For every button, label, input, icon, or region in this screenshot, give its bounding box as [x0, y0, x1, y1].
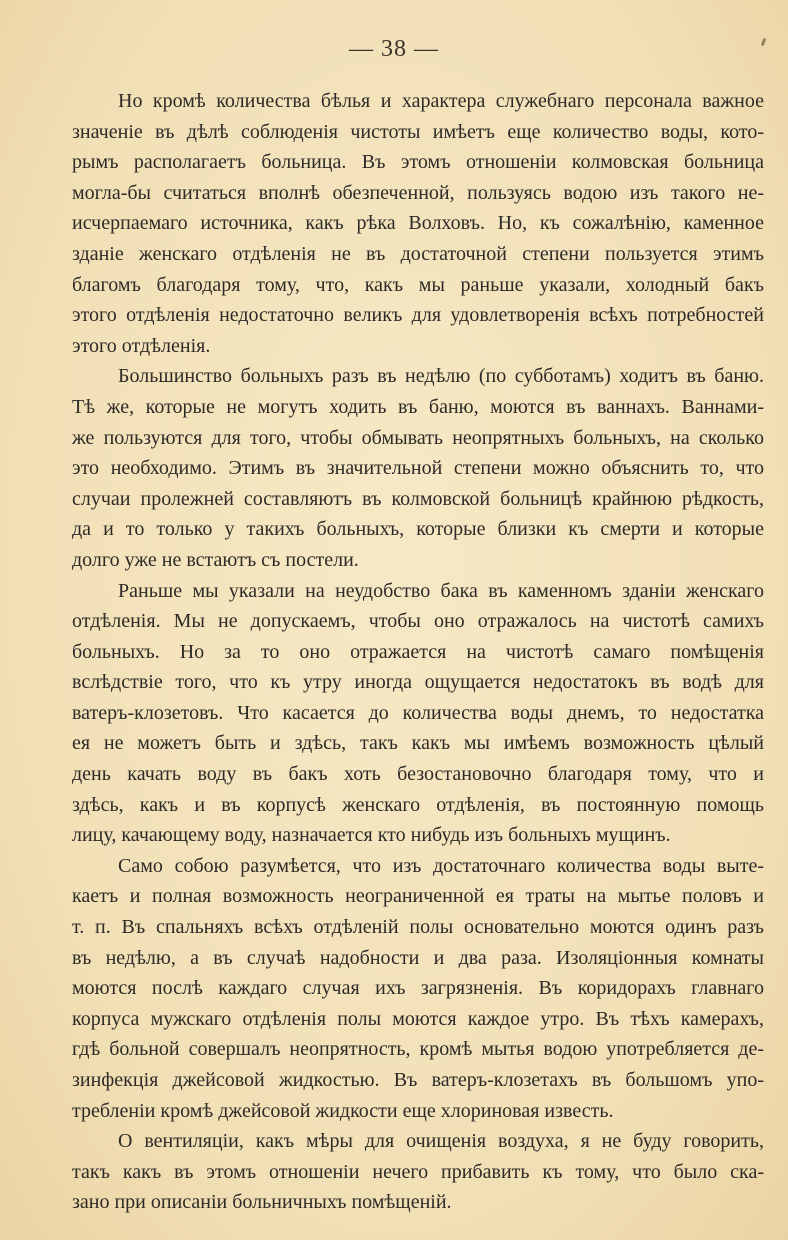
text-line: каетъ и полная возможность неограниченной ея траты на мытье половъ и [72, 885, 764, 908]
text-line: здѣсь, какъ и въ корпусѣ женскаго отдѣленія, въ постоянную помощь [72, 793, 764, 816]
text-line: Раньше мы указали на неудобство бака въ каменномъ зданіи женскаго [118, 579, 764, 602]
paragraph [72, 1126, 764, 1218]
text-line: зано при описаніи больничныхъ помѣщеній. [72, 1191, 452, 1214]
text-line: случаи пролежней составляютъ въ колмовской больницѣ крайнюю рѣдкость, [72, 487, 764, 510]
text-line: же пользуются для того, чтобы обмывать неопрятныхъ больныхъ, на сколько [72, 426, 764, 449]
text-line: благомъ благодаря тому, что, какъ мы раньше указали, холодный бакъ [72, 273, 764, 296]
text-line: этого отдѣленія недостаточно великъ для удовлетворенія всѣхъ потребностей [72, 304, 764, 327]
text-line: зданіе женскаго отдѣленія не въ достаточной степени пользуется этимъ [72, 242, 764, 265]
text-line: исчерпаемаго источника, какъ рѣка Волховъ. Но, къ сожалѣнію, каменное [72, 212, 764, 235]
text-line: Тѣ же, которые не могутъ ходить въ баню, моются въ ваннахъ. Ваннами- [72, 395, 764, 418]
text-line: день качать воду въ бакъ хоть безостановочно благодаря тому, что и [72, 763, 764, 786]
text-line: гдѣ больной совершалъ неопрятность, кромѣ мытья водою употребляется де- [72, 1038, 764, 1061]
text-line: моются послѣ каждаго случая ихъ загрязненія. Въ коридорахъ главнаго [72, 977, 764, 1000]
text-line: такъ какъ въ этомъ отношеніи нечего прибавить къ тому, что было ска- [72, 1160, 764, 1183]
text-line: О вентиляціи, какъ мѣры для очищенія воздуха, я не буду говорить, [118, 1130, 764, 1153]
paragraph [72, 576, 764, 851]
text-line: это необходимо. Этимъ въ значительной степени можно объяснить то, что [72, 457, 764, 480]
text-line: могла-бы считаться вполнѣ обезпеченной, пользуясь водою изъ такого не- [72, 181, 764, 204]
text-line: въ недѣлю, а въ случаѣ надобности и два раза. Изоляціонныя комнаты [72, 946, 764, 969]
text-line: требленіи кромѣ джейсовой жидкости еще хлориновая известь. [72, 1099, 614, 1122]
text-line: ея не можетъ быть и здѣсь, такъ какъ мы имѣемъ возможность цѣлый [72, 732, 764, 755]
text-line: больныхъ. Но за то оно отражается на чистотѣ самаго помѣщенія [72, 640, 764, 663]
text-line: долго уже не встаютъ съ постели. [72, 548, 359, 571]
text-line: т. п. Въ спальняхъ всѣхъ отдѣленій полы основательно моются одинъ разъ [72, 916, 764, 939]
paragraph [72, 361, 764, 575]
text-line: рымъ располагаетъ больница. Въ этомъ отношеніи колмовская больница [72, 151, 764, 174]
text-line: Но кромѣ количества бѣлья и характера служебнаго персонала важное [118, 90, 764, 112]
text-line: значеніе въ дѣлѣ соблюденія чистоты имѣетъ еще количество воды, кото- [72, 120, 764, 143]
paragraph [72, 851, 764, 1126]
text-line: вслѣдствіе того, что къ утру иногда ощущается недостатокъ въ водѣ для [72, 671, 764, 694]
text-line: отдѣленія. Мы не допускаемъ, чтобы оно отражалось на чистотѣ самихъ [72, 610, 764, 633]
text-line: зинфекція джейсовой жидкостью. Въ ватеръ-клозетахъ въ большомъ упо- [72, 1069, 764, 1091]
text-line: лицу, качающему воду, назначается кто нибудь изъ больныхъ мущинъ. [72, 824, 671, 847]
text-line: этого отдѣленія. [72, 334, 211, 357]
body-text [72, 86, 764, 1218]
text-line: ватеръ-клозетовъ. Что касается до количества воды днемъ, то недостатка [72, 701, 764, 724]
page-number: — 38 — [349, 36, 439, 62]
text-line: да и то только у такихъ больныхъ, которые близки къ смерти и которые [72, 518, 764, 541]
text-line: Большинство больныхъ разъ въ недѣлю (по субботамъ) ходитъ въ баню. [118, 365, 764, 388]
text-line: корпуса мужскаго отдѣленія полы моются каждое утро. Въ тѣхъ камерахъ, [72, 1007, 764, 1030]
text-line: Само собою разумѣется, что изъ достаточнаго количества воды выте- [118, 854, 764, 877]
paragraph [72, 86, 764, 361]
